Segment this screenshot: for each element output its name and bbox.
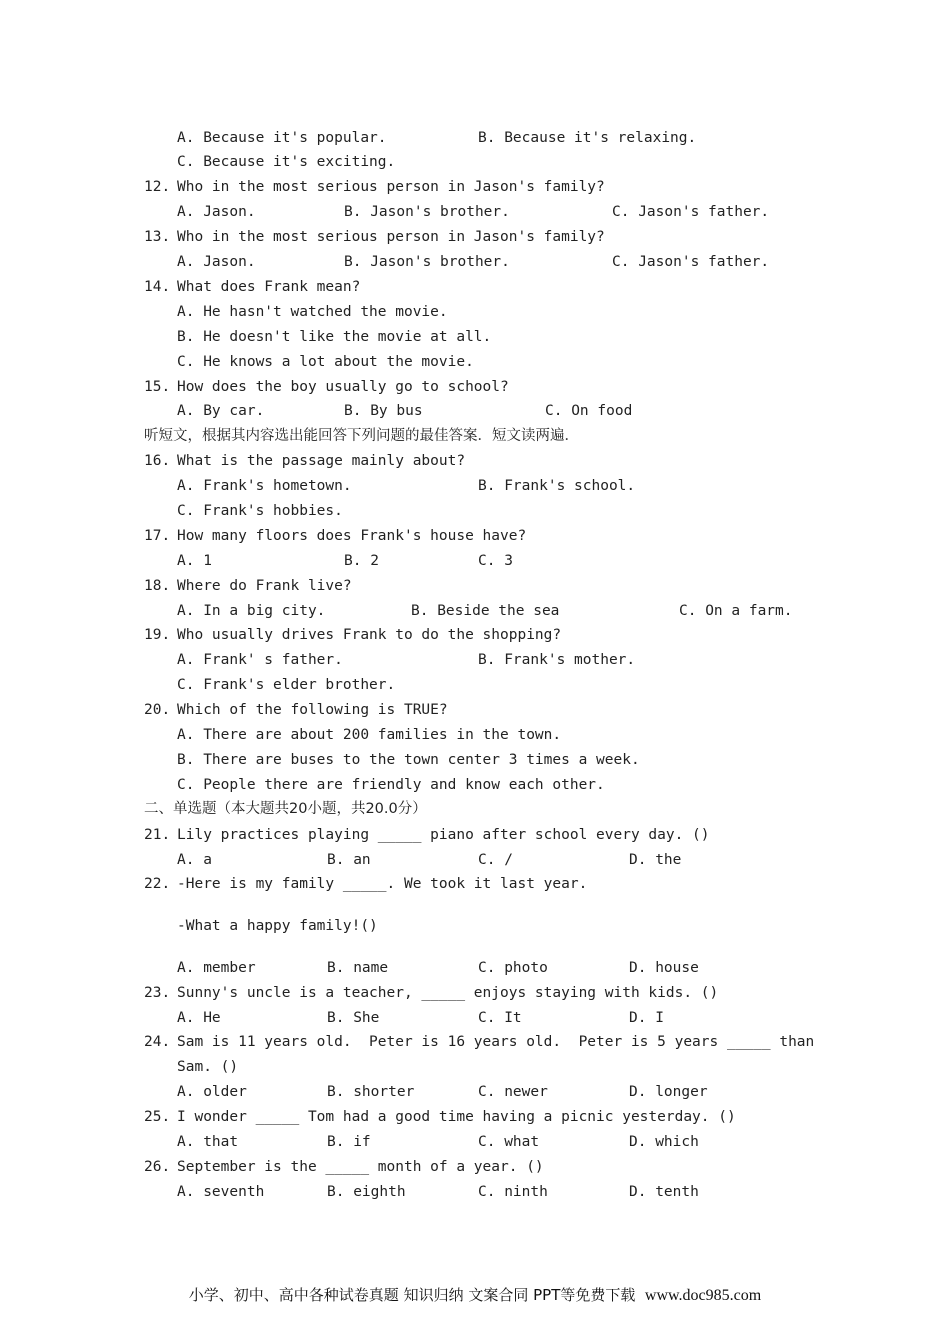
footer-link[interactable]: www.doc985.com [644,1287,762,1304]
option-b: B. name [327,960,389,976]
q11-option-c: C. Because it's exciting. [177,154,396,170]
question-number: 15. [144,379,171,395]
option-b: B. shorter [327,1084,415,1100]
question-text: What does Frank mean? [177,279,361,295]
option-a: A. that [177,1134,239,1150]
question-number: 21. [144,827,171,843]
option-c: C. newer [478,1084,548,1100]
option-c: C. On a farm. [679,603,793,619]
option-b: B. Beside the sea [411,603,560,619]
option-c: C. It [478,1010,522,1026]
option-b: B. Jason's brother. [344,254,510,270]
section-heading: 二、单选题（本大题共20小题，共20.0分） [144,801,427,817]
option-b: B. if [327,1134,371,1150]
question-text: I wonder _____ Tom had a good time having a picnic yesterday. () [177,1109,736,1125]
option-a: A. By car. [177,403,265,419]
question-text: Lily practices playing _____ piano after school every day. () [177,827,710,843]
option-c: C. / [478,852,513,868]
option-b: B. 2 [344,553,379,569]
listening-instruction: 听短文，根据其内容选出能回答下列问题的最佳答案．短文读两遍． [144,428,579,444]
option-d: D. I [629,1010,664,1026]
option-d: D. longer [629,1084,708,1100]
footer-text: 小学、初中、高中各种试卷真题 知识归纳 文案合同 PPT等免费下载 [188,1286,645,1304]
option-c: C. He knows a lot about the movie. [177,354,474,370]
question-number: 26. [144,1159,171,1175]
option-c: C. Jason's father. [612,204,770,220]
option-c: C. On food [545,403,633,419]
option-c: C. photo [478,960,548,976]
option-b: B. He doesn't like the movie at all. [177,329,492,345]
q11-option-b: B. Because it's relaxing. [478,130,697,146]
option-a: A. Frank's hometown. [177,478,352,494]
question-text: Sunny's uncle is a teacher, _____ enjoys staying with kids. () [177,985,719,1001]
question-number: 12. [144,179,171,195]
option-d: D. house [629,960,699,976]
question-number: 17. [144,528,171,544]
option-a: A. There are about 200 families in the town. [177,727,562,743]
question-text: Sam is 11 years old. Peter is 16 years old. Peter is 5 years _____ than [177,1034,815,1050]
option-b: B. Frank's school. [478,478,636,494]
page-footer [0,1284,950,1305]
option-c: C. ninth [478,1184,548,1200]
option-c: C. 3 [478,553,513,569]
option-a: A. Jason. [177,204,256,220]
option-b: B. Jason's brother. [344,204,510,220]
option-a: A. He [177,1010,221,1026]
option-a: A. 1 [177,553,212,569]
option-c: C. People there are friendly and know each other. [177,777,605,793]
question-text: Who in the most serious person in Jason's family? [177,229,605,245]
question-number: 13. [144,229,171,245]
option-d: D. which [629,1134,699,1150]
option-a: A. Frank' s father. [177,652,343,668]
option-c: C. Frank's hobbies. [177,503,343,519]
question-number: 22. [144,876,171,892]
question-text: Who usually drives Frank to do the shopping? [177,627,562,643]
question-text: -Here is my family _____. We took it last year. [177,876,588,892]
option-b: B. By bus [344,403,423,419]
question-text-line2: -What a happy family!() [177,918,378,934]
option-b: B. There are buses to the town center 3 times a week. [177,752,640,768]
question-number: 24. [144,1034,171,1050]
option-a: A. seventh [177,1184,265,1200]
option-a: A. older [177,1084,247,1100]
option-d: D. tenth [629,1184,699,1200]
question-text-line2: Sam. () [177,1059,239,1075]
option-a: A. member [177,960,256,976]
question-text: How does the boy usually go to school? [177,379,509,395]
option-d: D. the [629,852,682,868]
option-a: A. He hasn't watched the movie. [177,304,448,320]
option-b: B. She [327,1010,380,1026]
q11-option-a: A. Because it's popular. [177,130,387,146]
question-text: Who in the most serious person in Jason's family? [177,179,605,195]
question-number: 19. [144,627,171,643]
question-text: Where do Frank live? [177,578,352,594]
question-number: 14. [144,279,171,295]
question-number: 25. [144,1109,171,1125]
question-number: 20. [144,702,171,718]
option-b: B. an [327,852,371,868]
option-a: A. Jason. [177,254,256,270]
option-a: A. a [177,852,212,868]
question-text: How many floors does Frank's house have? [177,528,527,544]
question-number: 23. [144,985,171,1001]
option-b: B. Frank's mother. [478,652,636,668]
option-c: C. what [478,1134,540,1150]
question-number: 18. [144,578,171,594]
question-number: 16. [144,453,171,469]
option-c: C. Frank's elder brother. [177,677,396,693]
option-b: B. eighth [327,1184,406,1200]
option-a: A. In a big city. [177,603,326,619]
option-c: C. Jason's father. [612,254,770,270]
question-text: Which of the following is TRUE? [177,702,448,718]
question-text: September is the _____ month of a year. () [177,1159,544,1175]
question-text: What is the passage mainly about? [177,453,466,469]
